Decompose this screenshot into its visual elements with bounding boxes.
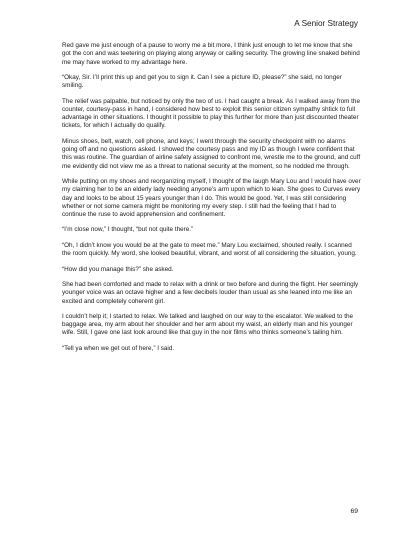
paragraph: I couldn’t help it; I started to relax. We talked and laughed on our way to the escalator. We walked to the baggage area, my arm about her shoulder and her arm about my waist, an elderly man and his younger wife. Still, I gave one last look around like that guy in the noir films who thinks someone’s tailing him. xyxy=(62,312,354,337)
paragraph: “Tell ya when we get out of here,” I said. xyxy=(62,344,175,352)
paragraph: “Okay, Sir. I’ll print this up and get you to sign it. Can I see a picture ID, please?” she said, no longer smiling. xyxy=(62,73,342,90)
paragraph: While putting on my shoes and reorganizing myself, I thought of the laugh Mary Lou and I would have over my claiming her to be an elderly lady needing anyone’s arm upon which to lean. She goes to Curves every day and looks to be about 15 years younger than I do. This would be good. Yet, I was still considering whether or not some camera might be monitoring my every step. I still had the feeling that I had to continue the ruse to avoid apprehension and confinement. xyxy=(62,178,361,218)
paragraph: “How did you manage this?” she asked. xyxy=(62,265,174,273)
paragraph: “I’m close now,” I thought, “but not quite there.” xyxy=(62,226,194,234)
paragraph: Red gave me just enough of a pause to worry me a bit more, I think just enough to let me know that she got the con and was teetering on playing along anyway or calling security. The growing line snaked behind me may have worked to my advantage here. xyxy=(62,42,360,66)
paragraph: The relief was palpable, but noticed by only the two of us. I had caught a break. As I walked away from the counter, courtesy-pass in hand, I considered how best to exploit this senior citizen sympathy shtick to full advantage in other situations. I thought it possible to play this further for more than just discounted theater tickets, for which I actually do qualify. xyxy=(62,97,360,130)
paragraph: “Oh, I didn’t know you would be at the gate to meet me.” Mary Lou exclaimed, shouted really. I scanned the room quickly. My word, she looked beautiful, vibrant, and worst of all considering the situation, young. xyxy=(62,241,357,258)
running-header: A Senior Strategy xyxy=(294,19,358,28)
body-text xyxy=(62,42,362,360)
page-number: 69 xyxy=(350,508,358,515)
paragraph: Minus shoes, belt, watch, cell phone, and keys; I went through the security checkpoint with no alarms going off and no questions asked. I showed the courtesy pass and my ID as though I were confident that this was routine. The guardian of airline safety assigned to confront me, wrestle me to the ground, and cuff me evidently did not view me as a threat to national security at the moment, so he nodded me through. xyxy=(62,137,361,170)
paragraph: She had been comforted and made to relax with a drink or two before and during the flight. Her seemingly younger voice was an octave higher and a few decibels louder than usual as she leaned into me like an excited and completely coherent girl. xyxy=(62,281,359,305)
